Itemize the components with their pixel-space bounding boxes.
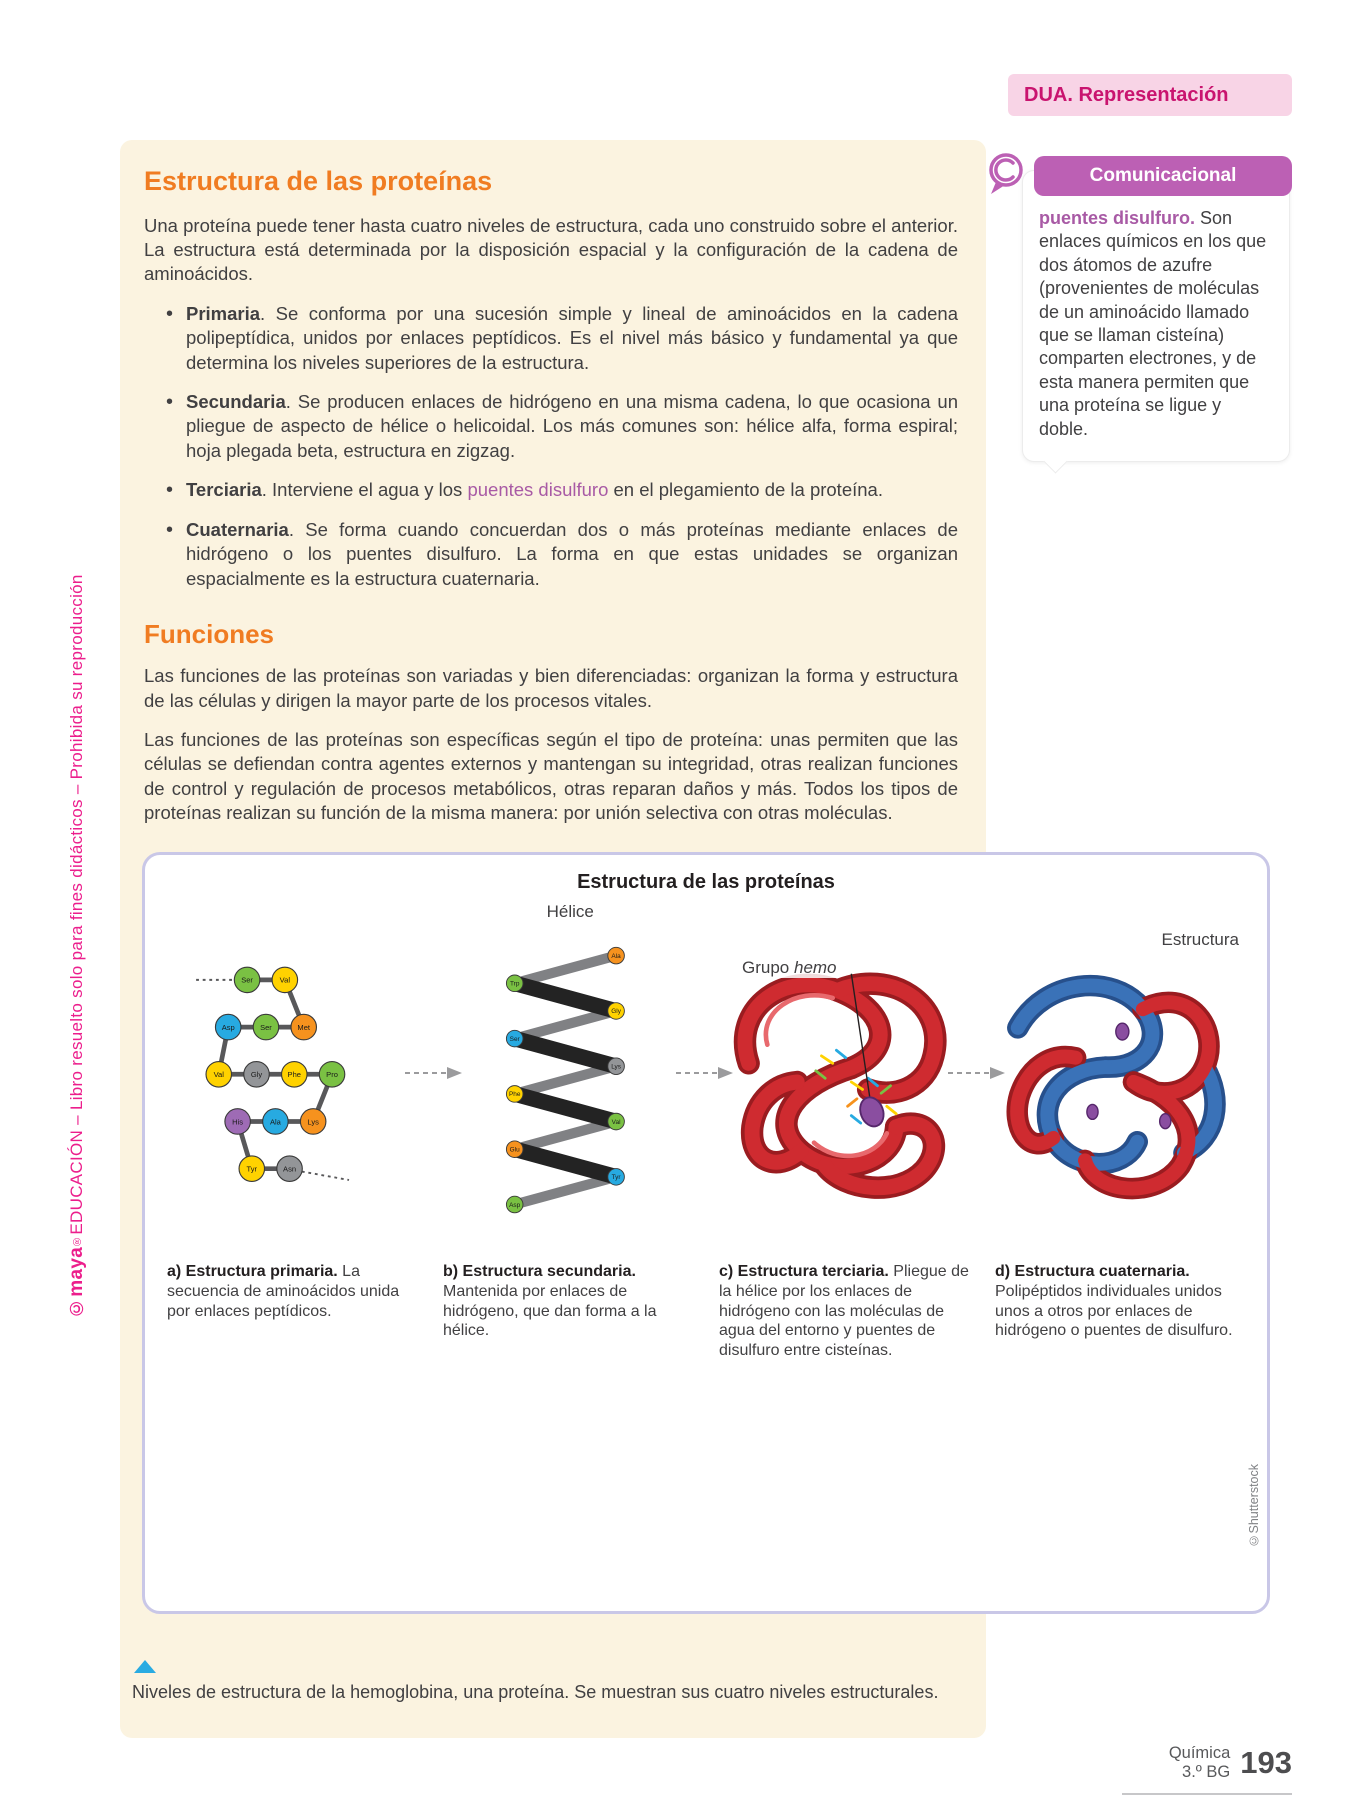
caption-tertiary xyxy=(719,1262,969,1361)
disulfide-bridge-shape xyxy=(1116,1023,1129,1040)
heme-label-text: Grupo xyxy=(742,958,794,977)
registered-mark: ® xyxy=(71,1234,83,1247)
helix-residue-label: Val xyxy=(611,1118,621,1126)
bullet-term: Secundaria xyxy=(186,391,286,413)
functions-paragraph-2: Las funciones de las proteínas son específicas según el tipo de proteína: unas permiten que las células se defiendan contra agentes externos y mantengan su integridad, otras realizan funciones de control y regulación de procesos metabólicos, otras reparan daños y más. Todos los tipos de proteínas realizan su función de la misma manera: por unión selectiva con otras moléculas. xyxy=(144,729,958,824)
bullet-term: Cuaternaria xyxy=(186,518,289,540)
tertiary-structure-diagram xyxy=(711,942,973,1222)
heme-group-label xyxy=(740,958,839,978)
triangle-marker-icon xyxy=(134,1660,156,1673)
footer-rule xyxy=(1122,1793,1292,1795)
dua-header xyxy=(1008,74,1292,116)
figure-caption-text: Niveles de estructura de la hemoglobina, una proteína. Se muestran sus cuatro niveles estructurales. xyxy=(132,1682,939,1702)
amino-acid-label: His xyxy=(231,1117,243,1127)
amino-acid-label: Lys xyxy=(307,1117,319,1127)
communicational-badge: Comunicacional xyxy=(1034,156,1292,196)
glossary-term: puentes disulfuro. xyxy=(1039,208,1196,228)
amino-acid-label: Asp xyxy=(221,1022,235,1032)
protein-structure-figure xyxy=(142,852,1270,1614)
communicational-badge-row xyxy=(984,150,1292,201)
amino-acid-label: Ala xyxy=(269,1117,281,1127)
dua-label: DUA xyxy=(1024,83,1068,106)
panel-tertiary-structure xyxy=(706,896,978,1248)
dua-subtitle: . Representación xyxy=(1067,83,1229,106)
bullet-text: . Se forma cuando concuerdan dos o más proteínas mediante enlaces de hidrógeno o los puentes disulfuro. La forma en que estas unidades se organizan espacialmente es la estructura cuaternaria. xyxy=(186,518,958,589)
amino-acid-label: Tyr xyxy=(246,1164,257,1174)
primary-structure-diagram xyxy=(181,942,417,1216)
glossary-link-puentes-disulfuro: puentes disulfuro xyxy=(467,479,609,501)
bullet-terciaria xyxy=(164,478,958,502)
page-title: Estructura de las proteínas xyxy=(144,166,493,196)
bullet-term: Primaria xyxy=(186,302,261,324)
glossary-note-card xyxy=(1022,170,1290,462)
helix-label: Hélice xyxy=(546,902,594,921)
page-footer xyxy=(1169,1744,1292,1783)
amino-acid-label: Met xyxy=(297,1022,310,1032)
structure-label: Estructura xyxy=(1161,930,1239,949)
footer-subject: Química xyxy=(1168,1744,1231,1762)
caption-secondary xyxy=(443,1262,693,1361)
figure-title: Estructura de las proteínas xyxy=(577,871,835,893)
bullet-text: . Se conforma por una sucesión simple y lineal de aminoácidos en la cadena polipeptídica, unidos por enlaces peptídicos. Es el nivel más básico y fundamental ya que determina los niveles superiores de la estructura. xyxy=(186,302,958,373)
caption-text: Pliegue de la hélice por los enlaces de hidrógeno con las moléculas de agua del entorno y puentes de disulfuro entre cisteínas. xyxy=(719,1263,969,1360)
panel-primary-structure xyxy=(163,896,435,1248)
amino-acid-label: Pro xyxy=(325,1070,338,1080)
secondary-structure-diagram xyxy=(464,942,676,1220)
speech-bubble-icon xyxy=(984,150,1028,201)
caption-quaternary xyxy=(995,1262,1245,1361)
panel-quaternary-structure xyxy=(978,896,1250,1248)
margin-legal-text: – Libro resuelto solo para fines didácticos – Prohibida su reproducción xyxy=(67,574,86,1130)
bullet-cuaternaria xyxy=(164,518,958,591)
helix-residue-label: Asp xyxy=(509,1201,521,1209)
functions-paragraph-1: Las funciones de las proteínas son variadas y bien diferenciadas: organizan la forma y estructura de las células y dirigen la mayor parte de los procesos vitales. xyxy=(144,665,958,711)
caption-title: b) Estructura secundaria. xyxy=(443,1263,636,1280)
publisher-name: EDUCACIÓN xyxy=(67,1129,86,1235)
bullet-text-post: en el plegamiento de la proteína. xyxy=(608,479,883,501)
figure-captions xyxy=(163,1262,1249,1361)
caption-text: Mantenida por enlaces de hidrógeno, que dan forma a la hélice. xyxy=(443,1282,657,1340)
disulfide-bridge-shape xyxy=(1160,1114,1171,1129)
glossary-definition: Son enlaces químicos en los que dos átomos de azufre (provenientes de moléculas de un aminoácido llamado que se llaman cisteína) comparten electrones, y de esta manera permiten que una proteína se ligue y doble. xyxy=(1039,208,1267,439)
helix-residue-label: Phe xyxy=(509,1091,521,1099)
caption-primary xyxy=(167,1262,417,1361)
disulfide-bridge-shape xyxy=(1087,1104,1098,1119)
quaternary-structure-diagram xyxy=(982,942,1244,1222)
heme-label-italic: hemo xyxy=(793,958,837,977)
intro-paragraph: Una proteína puede tener hasta cuatro niveles de estructura, cada uno construido sobre el anterior. La estructura está determinada por la disposición espacial y la configuración de la cadena de aminoácidos. xyxy=(144,214,958,285)
helix-residue-label: Trp xyxy=(510,980,520,988)
footer-course-info xyxy=(1169,1744,1230,1783)
caption-text: La secuencia de aminoácidos unida por enlaces peptídicos. xyxy=(167,1263,400,1320)
bullet-secundaria xyxy=(164,390,958,463)
panel-secondary-structure xyxy=(435,896,707,1248)
helix-residue-label: Ser xyxy=(509,1035,520,1043)
amino-acid-label: Val xyxy=(213,1070,224,1080)
structure-levels-list xyxy=(144,302,958,591)
footer-grade: 3.º BG xyxy=(1182,1763,1231,1782)
helix-residue-label: Lys xyxy=(611,1063,622,1071)
helix-residue-label: Ala xyxy=(611,952,621,960)
helix-residue-label: Gly xyxy=(611,1008,622,1016)
bullet-text: . Se producen enlaces de hidrógeno en una misma cadena, lo que ocasiona un pliegue de aspecto de hélice o helicoidal. Los más comunes son: hélice alfa, forma espiral; hoja plegada beta, estructura en zigzag. xyxy=(186,391,958,461)
caption-title: c) Estructura terciaria. xyxy=(719,1263,889,1280)
page-number: 193 xyxy=(1240,1745,1292,1781)
amino-acid-label: Ser xyxy=(259,1022,272,1032)
publisher-logo-text: ©maya xyxy=(66,1246,87,1318)
amino-acid-label: Gly xyxy=(250,1070,262,1080)
caption-text: Polipéptidos individuales unidos unos a otros por enlaces de hidrógeno o puentes de disulfuro. xyxy=(995,1282,1233,1340)
bullet-text-pre: . Interviene el agua y los xyxy=(261,479,468,501)
figure-panels xyxy=(163,896,1249,1248)
helix-residue-label: Tyr xyxy=(611,1174,621,1182)
step-arrow-icon xyxy=(948,1066,1006,1085)
bullet-primaria xyxy=(164,302,958,375)
step-arrow-icon xyxy=(405,1066,463,1085)
copyright-margin-text xyxy=(66,418,88,1318)
helix-residue-label: Glu xyxy=(509,1146,520,1154)
step-arrow-icon xyxy=(676,1066,734,1085)
bullet-term: Terciaria xyxy=(186,479,262,501)
amino-acid-label: Asn xyxy=(282,1164,296,1174)
amino-acid-label: Phe xyxy=(287,1070,301,1080)
functions-heading: Funciones xyxy=(144,618,275,649)
caption-title: a) Estructura primaria. xyxy=(167,1263,338,1280)
figure-caption-block xyxy=(132,1660,962,1703)
caption-title: d) Estructura cuaternaria. xyxy=(995,1263,1190,1280)
amino-acid-label: Val xyxy=(279,975,290,985)
amino-acid-label: Ser xyxy=(240,975,253,985)
image-credit: ©Shutterstock xyxy=(1247,1463,1261,1547)
